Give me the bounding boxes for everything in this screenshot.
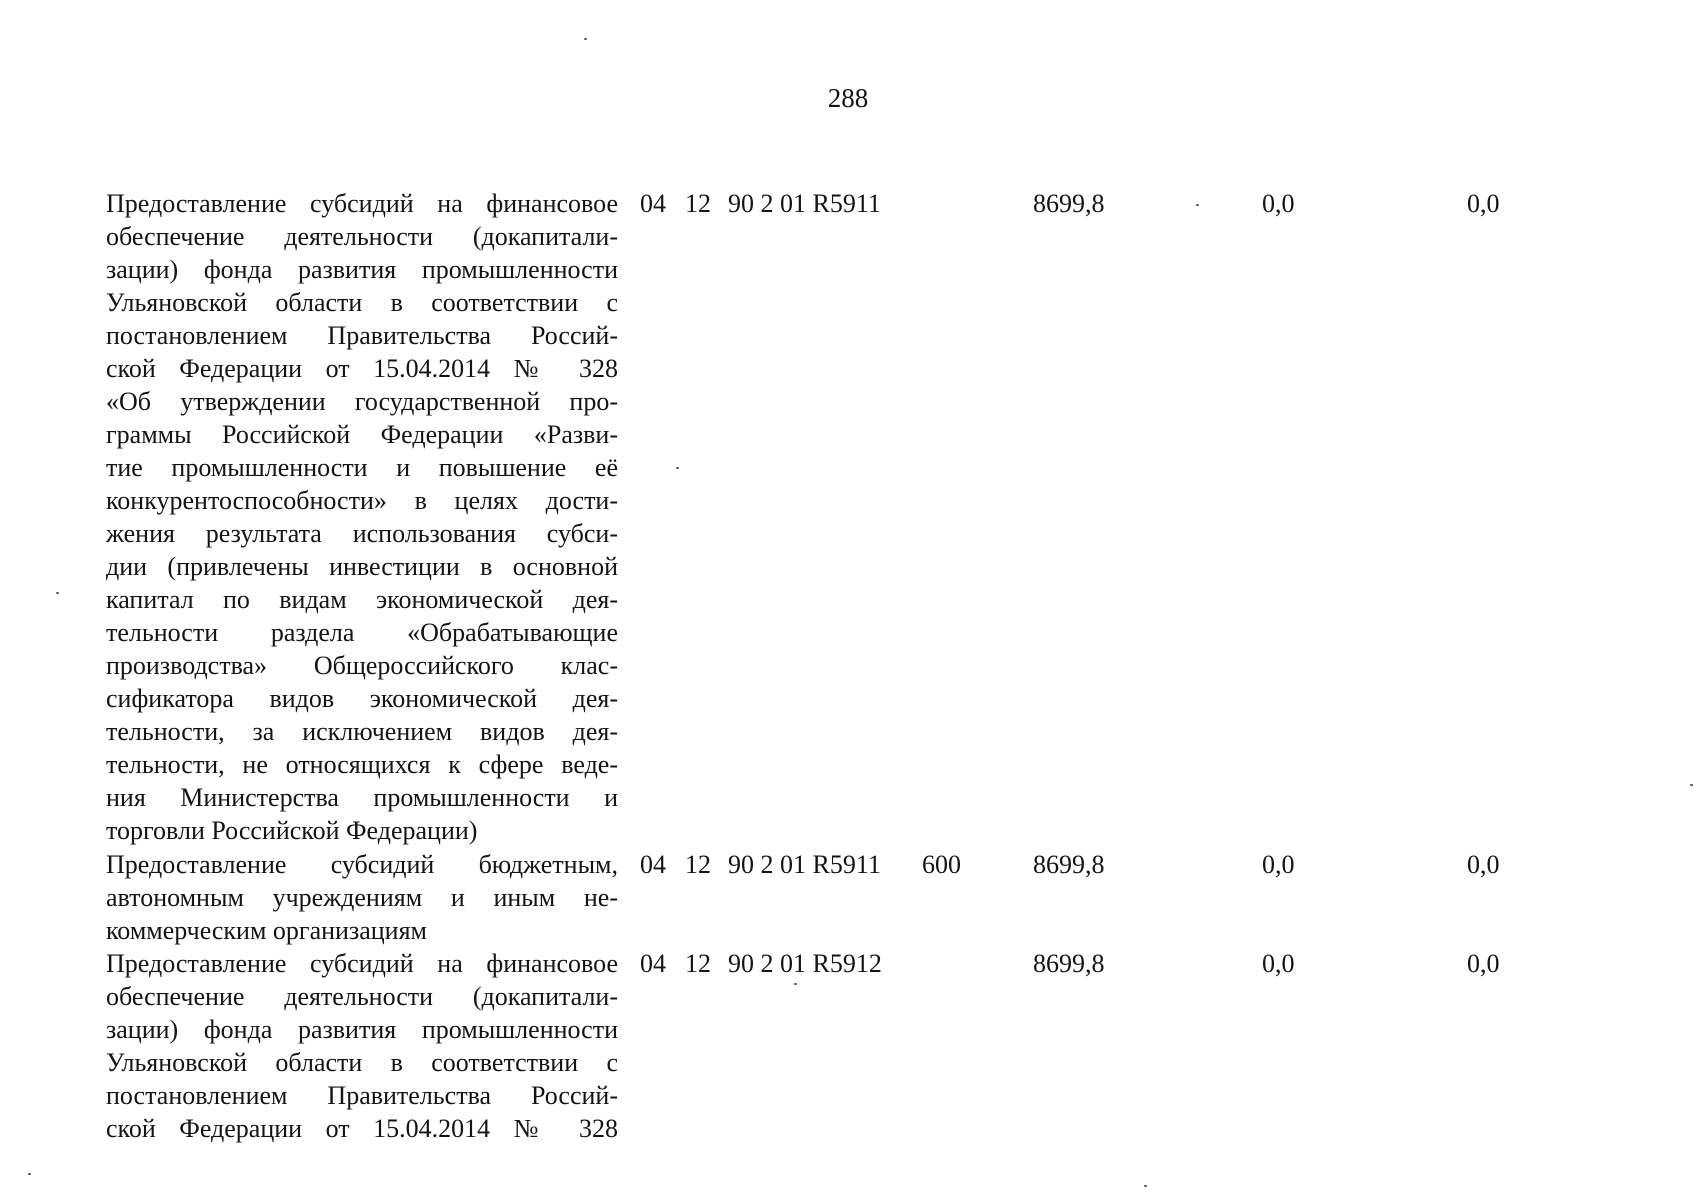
target-article-code: 90 2 01 R5911 bbox=[728, 189, 881, 218]
section-code: 04 bbox=[640, 189, 666, 218]
page-number: 288 bbox=[827, 83, 869, 113]
subsection-code: 12 bbox=[685, 189, 711, 218]
description-line: постановлением Правительства Россий- bbox=[106, 321, 618, 350]
amount-year-3: 0,0 bbox=[1467, 949, 1500, 978]
description-line: обеспечение деятельности (докапитали- bbox=[106, 222, 618, 251]
subsection-code: 12 bbox=[685, 850, 711, 879]
description-line: ской Федерации от 15.04.2014 № 328 bbox=[106, 1114, 618, 1143]
description-line: ской Федерации от 15.04.2014 № 328 bbox=[106, 354, 618, 383]
target-article-code: 90 2 01 R5911 bbox=[728, 850, 881, 879]
description-line: коммерческим организациям bbox=[106, 916, 428, 945]
description-line: Ульяновской области в соответствии с bbox=[106, 1048, 618, 1077]
section-code: 04 bbox=[640, 850, 666, 879]
scan-speck bbox=[584, 38, 587, 40]
description-line: «Об утверждении государственной про- bbox=[106, 387, 618, 416]
target-article-code: 90 2 01 R5912 bbox=[728, 949, 882, 978]
description-line: жения результата использования субси- bbox=[106, 519, 618, 548]
description-line: обеспечение деятельности (докапитали- bbox=[106, 982, 618, 1011]
description-line: автономным учреждениям и иным не- bbox=[106, 883, 618, 912]
description-line: дии (привлечены инвестиции в основной bbox=[106, 552, 618, 581]
scan-speck bbox=[28, 1173, 31, 1175]
amount-year-3: 0,0 bbox=[1467, 850, 1500, 879]
description-line: конкурентоспособности» в целях дости- bbox=[106, 486, 618, 515]
row-description bbox=[106, 848, 618, 947]
description-line: Ульяновской области в соответствии с bbox=[106, 288, 618, 317]
amount-year-2: 0,0 bbox=[1262, 949, 1295, 978]
amount-year-2: 0,0 bbox=[1262, 850, 1295, 879]
description-line: производства» Общероссийского клас- bbox=[106, 651, 618, 680]
row-description bbox=[106, 187, 618, 847]
amount-year-1: 8699,8 bbox=[1033, 949, 1105, 978]
scan-speck bbox=[676, 467, 679, 469]
row-description bbox=[106, 947, 618, 1145]
description-line: ния Министерства промышленности и bbox=[106, 783, 618, 812]
expense-type-code: 600 bbox=[922, 850, 961, 879]
description-line: зации) фонда развития промышленности bbox=[106, 255, 618, 284]
description-line: зации) фонда развития промышленности bbox=[106, 1015, 618, 1044]
description-line: постановлением Правительства Россий- bbox=[106, 1081, 618, 1110]
amount-year-1: 8699,8 bbox=[1033, 850, 1105, 879]
description-line: тельности, не относящихся к сфере веде- bbox=[106, 750, 618, 779]
amount-year-1: 8699,8 bbox=[1033, 189, 1105, 218]
description-line: тельности раздела «Обрабатывающие bbox=[106, 618, 618, 647]
amount-year-2: 0,0 bbox=[1262, 189, 1295, 218]
scan-speck bbox=[1144, 1185, 1147, 1187]
description-line: Предоставление субсидий на финансовое bbox=[106, 189, 618, 218]
description-line: сификатора видов экономической дея- bbox=[106, 684, 618, 713]
section-code: 04 bbox=[640, 949, 666, 978]
description-line: тие промышленности и повышение её bbox=[106, 453, 618, 482]
scan-speck bbox=[56, 592, 59, 594]
amount-year-3: 0,0 bbox=[1467, 189, 1500, 218]
description-line: капитал по видам экономической дея- bbox=[106, 585, 618, 614]
description-line: тельности, за исключением видов дея- bbox=[106, 717, 618, 746]
description-line: граммы Российской Федерации «Разви- bbox=[106, 420, 618, 449]
scan-speck bbox=[1196, 204, 1199, 206]
scan-speck bbox=[1690, 784, 1693, 786]
description-line: Предоставление субсидий на финансовое bbox=[106, 949, 618, 978]
scan-speck bbox=[794, 983, 797, 985]
subsection-code: 12 bbox=[685, 949, 711, 978]
description-line: торговли Российской Федерации) bbox=[106, 816, 478, 845]
description-line: Предоставление субсидий бюджетным, bbox=[106, 850, 618, 879]
